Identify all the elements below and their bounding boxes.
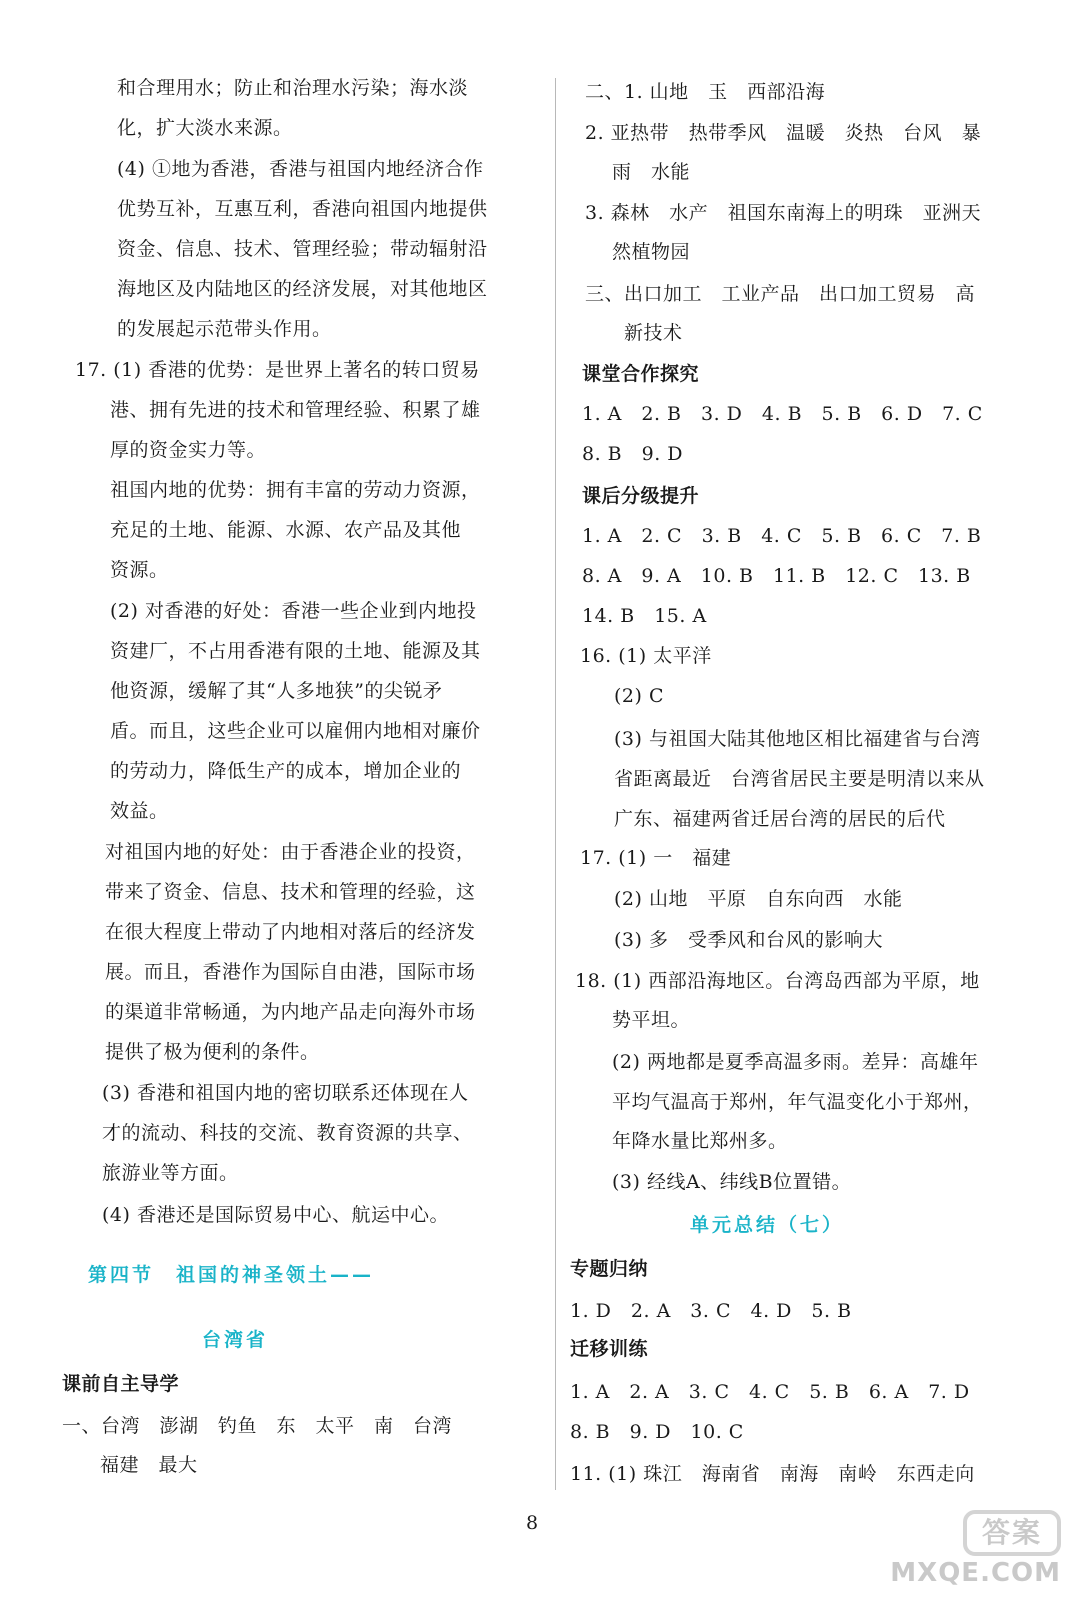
answer-line: 厚的资金实力等。 xyxy=(110,439,267,461)
answer-line: 广东、福建两省迁居台湾的居民的后代 xyxy=(614,808,946,830)
answer-line: (3) 多 受季风和台风的影响大 xyxy=(614,929,883,951)
answer-line: 的发展起示范带头作用。 xyxy=(117,318,332,340)
answer-line: 1. A 2. C 3. B 4. C 5. B 6. C 7. B xyxy=(582,525,982,547)
answer-line: 1. A 2. B 3. D 4. B 5. B 6. D 7. C xyxy=(582,403,983,425)
answer-line: 才的流动、科技的交流、教育资源的共享、 xyxy=(102,1122,473,1144)
answer-line: 17. (1) 香港的优势：是世界上著名的转口贸易 xyxy=(75,359,480,381)
answer-line: 对祖国内地的好处：由于香港企业的投资， xyxy=(105,841,476,863)
answer-line: 资建厂，不占用香港有限的土地、能源及其 xyxy=(110,640,481,662)
subsection-heading: 迁移训练 xyxy=(570,1338,649,1360)
answer-line: (2) C xyxy=(614,685,664,707)
answer-line: 1. D 2. A 3. C 4. D 5. B xyxy=(570,1300,852,1322)
answer-line: 新技术 xyxy=(624,322,683,344)
answer-line: 8. B 9. D xyxy=(582,443,684,465)
answer-line: 8. A 9. A 10. B 11. B 12. C 13. B xyxy=(582,565,971,587)
answer-line: 资源。 xyxy=(110,559,169,581)
answer-line: 福建 最大 xyxy=(100,1454,198,1476)
answer-line: 年降水量比郑州多。 xyxy=(612,1130,788,1152)
site-watermark-logo xyxy=(890,1510,1061,1592)
answer-line: 的渠道非常畅通，为内地产品走向海外市场 xyxy=(105,1001,476,1023)
section-title: 台湾省 xyxy=(202,1329,269,1351)
answer-line: 化，扩大淡水来源。 xyxy=(117,117,293,139)
answer-line: 雨 水能 xyxy=(612,161,691,183)
answer-line: 展。而且，香港作为国际自由港，国际市场 xyxy=(105,961,476,983)
column-divider xyxy=(555,78,556,1490)
watermark-badge: 答案 xyxy=(963,1510,1061,1556)
page-number: 8 xyxy=(526,1512,539,1534)
answer-line: 16. (1) 太平洋 xyxy=(580,645,712,667)
answer-line: 提供了极为便利的条件。 xyxy=(105,1041,320,1063)
answer-line: 3. 森林 水产 祖国东南海上的明珠 亚洲天 xyxy=(585,202,982,224)
section-title: 第四节 祖国的神圣领土—— xyxy=(88,1264,375,1286)
subsection-heading: 课堂合作探究 xyxy=(582,363,700,385)
answer-line: 旅游业等方面。 xyxy=(102,1162,239,1184)
answer-line: 盾。而且，这些企业可以雇佣内地相对廉价 xyxy=(110,720,481,742)
answer-line: (2) 两地都是夏季高温多雨。差异：高雄年 xyxy=(612,1051,979,1073)
answer-line: 效益。 xyxy=(110,800,169,822)
answer-line: (2) 山地 平原 自东向西 水能 xyxy=(614,888,903,910)
answer-line: 充足的土地、能源、水源、农产品及其他 xyxy=(110,519,462,541)
answer-line: 资金、信息、技术、管理经验；带动辐射沿 xyxy=(117,238,488,260)
answer-line: 17. (1) 一 福建 xyxy=(580,847,732,869)
subsection-heading: 专题归纳 xyxy=(570,1258,649,1280)
answer-line: (3) 与祖国大陆其他地区相比福建省与台湾 xyxy=(614,728,981,750)
answer-line: 优势互补，互惠互利，香港向祖国内地提供 xyxy=(117,198,488,220)
answer-line: (3) 经线A、纬线B位置错。 xyxy=(612,1171,852,1193)
answer-line: (4) 香港还是国际贸易中心、航运中心。 xyxy=(102,1204,449,1226)
answer-line: (2) 对香港的好处：香港一些企业到内地投 xyxy=(110,600,477,622)
answer-line: 港、拥有先进的技术和管理经验、积累了雄 xyxy=(110,399,481,421)
answer-line: 8. B 9. D 10. C xyxy=(570,1421,744,1443)
subsection-heading: 课后分级提升 xyxy=(582,485,700,507)
answer-line: 14. B 15. A xyxy=(582,605,707,627)
answer-line: 三、出口加工 工业产品 出口加工贸易 高 xyxy=(585,283,976,305)
answer-line: 然植物园 xyxy=(612,241,691,263)
answer-line: 他资源，缓解了其“人多地狭”的尖锐矛 xyxy=(110,680,443,702)
answer-line: (4) ①地为香港，香港与祖国内地经济合作 xyxy=(117,158,484,180)
answer-line: 二、1. 山地 玉 西部沿海 xyxy=(585,81,826,103)
section-title: 单元总结（七） xyxy=(690,1214,845,1236)
answer-line: 2. 亚热带 热带季风 温暖 炎热 台风 暴 xyxy=(585,122,982,144)
answer-line: 一、台湾 澎湖 钓鱼 东 太平 南 台湾 xyxy=(62,1415,453,1437)
answer-line: 势平坦。 xyxy=(612,1009,691,1031)
answer-line: 祖国内地的优势：拥有丰富的劳动力资源， xyxy=(110,479,481,501)
answer-line: 带来了资金、信息、技术和管理的经验，这 xyxy=(105,881,476,903)
subsection-heading: 课前自主导学 xyxy=(62,1373,180,1395)
answer-line: 11. (1) 珠江 海南省 南海 南岭 东西走向 xyxy=(570,1463,975,1485)
answer-line: 1. A 2. A 3. C 4. C 5. B 6. A 7. D xyxy=(570,1381,970,1403)
answer-line: 平均气温高于郑州，年气温变化小于郑州， xyxy=(612,1091,983,1113)
answer-line: 和合理用水；防止和治理水污染；海水淡 xyxy=(117,77,469,99)
watermark-url: MXQE.COM xyxy=(890,1558,1061,1588)
answer-line: 海地区及内陆地区的经济发展，对其他地区 xyxy=(117,278,488,300)
answer-line: 18. (1) 西部沿海地区。台湾岛西部为平原，地 xyxy=(575,970,980,992)
answer-line: (3) 香港和祖国内地的密切联系还体现在人 xyxy=(102,1082,469,1104)
answer-line: 省距离最近 台湾省居民主要是明清以来从 xyxy=(614,768,985,790)
answer-line: 在很大程度上带动了内地相对落后的经济发 xyxy=(105,921,476,943)
answer-line: 的劳动力，降低生产的成本，增加企业的 xyxy=(110,760,462,782)
